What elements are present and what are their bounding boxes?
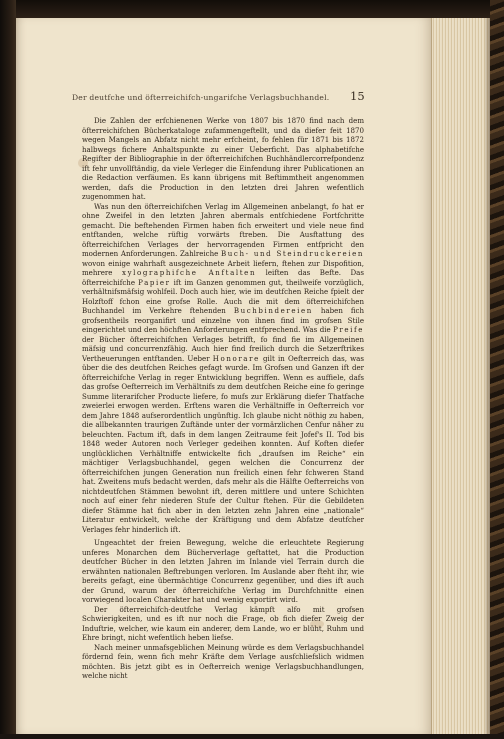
paragraph-1: Die Zahlen der erfchienenen Werke von 1807 bis 1870 find nach dem öfterreichifchen Bücherkataloge zufammengeftellt, und da diefer feit 1870 wegen Mangels an Abfatz nicht mehr erfcheint, fo fehlen für 1871 bis 1872 halbwegs fichere Anhaltspunkte zu einer Ueberficht. Das alphabetifche Regifter der Bibliographie in der öfterreichifchen Buchhändlercorrefpondenz ift fehr unvollftändig, da viele Verleger die Einfendung ihrer Publicationen an die Redaction verfäumen. Es kann übrigens mit Beftimmtheit angenommen werden, dafs die Production in den letzten drei Jahren wefentlich zugenommen hat. — [82, 116, 364, 201]
top-edge — [0, 0, 504, 18]
text-run-emphasis: Buch- und Steindruckereien — [220, 249, 365, 258]
paragraph-3: Ungeachtet der freien Bewegung, welche die erleuchtete Regierung unferes Monarchen dem Bücherverlage geftattet, hat die Production deutfcher Bücher in den letzten Jahren im Inlande viel Terrain durch die erwähnten nationalen Beftrebungen verloren. Im Auslande aber fteht ihr, wie bereits gefagt, eine übermächtige Concurrenz gegenüber, und dies ift auch der Grund, warum der öfterreichifche Verlag im Durchfchnitte einen vorwiegend localen Charakter hat und wenig exportirt wird. — [82, 538, 364, 604]
book-cover-right — [490, 0, 504, 739]
text-run: ift im Ganzen genommen gut, theilweife vorzüglich, verhältnifsmäfsig wohlfeil. Doch auch hier, wie im deutfchen Reiche fpielt der Holzftoff fchon eine grofse Rolle. Auch die mit dem öfterreichifchen Buchhandel im Verkehre ftehenden — [82, 277, 364, 315]
text-run-emphasis: xylographifche Anftalten — [122, 268, 257, 277]
text-run: Was nun den öfterreichifchen Verlag im Allgemeinen anbelangt, fo hat er ohne Zweifel in den letzten Jahren abermals entfchiedene Fortfchritte gemacht. Die beftehenden Firmen haben fich erweitert und viele neue find entftanden, welche rüftig vorwärts ftreben. Die Ausftattung des öfterreichifchen Verlages der hervorragenden Firmen entfpricht den modernen Anforderungen. Zahlreiche — [82, 201, 364, 258]
book-binding-left — [0, 0, 16, 739]
text-run-emphasis: Papier — [138, 277, 171, 287]
text-run: haben fich grofsentheils reorganifirt und einzelne von ihnen find im grofsen Stile eingerichtet und den höchften Anforderungen entfprechend. Was die — [82, 306, 365, 334]
running-title: Der deutfche und öfterreichifch-ungarifche Verlagsbuchhandel. — [72, 93, 330, 102]
text-run-emphasis: Buchbindereien — [233, 306, 313, 315]
text-run: gilt in Oefterreich das, was über die des deutfchen Reiches gefagt wurde. Im Grofsen und Ganzen ift der öfterreichifche Verlag in reger Entwicklung begriffen. Wenn es auffiele, dafs das grofse Oefterreich im Verhältnifs zu dem deutfchen Reiche eine fo geringe Summe literarifcher Producte liefere, fo mufs zur Erklärung diefer Thatfache zweierlei erwogen werden. Erftens waren die Verhältniffe in Oefterreich vor dem Jahre 1848 aufserordentlich ungünftig. Ich glaube nicht nöthig zu haben, die allbekannten traurigen Zuftände unter der vormärzlichen Cenfur näher zu beleuchten. Factum ift, dafs in dem langen Zeitraume feit Jofef's II. Tod bis 1848 weder Autoren noch Verleger gedeihen konnten. Auf Koften diefer unglücklichen Verhältniffe entwickelte fich „draufsen im Reiche“ ein mächtiger Verlagsbuchhandel, gegen welchen die Concurrenz der öfterreichifchen jungen Generation nun freilich einen fehr fchweren Stand hat. Zweitens mufs bedacht werden, dafs mehr als die Hälfte Oefterreichs von nichtdeutfchen Stämmen bewohnt ift, deren mittlere und untere Schichten noch auf einer fehr niederen Stufe der Cultur ftehen. Für die Gebildeten diefer Stämme hat fich aber in den letzten zehn Jahren eine „nationale“ Literatur entwickelt, welche der Kräftigung und dem Abfatze deutfcher Verlages fehr hinderlich ift. — [82, 353, 364, 534]
text-run-emphasis: Preife — [333, 325, 364, 334]
page-edges — [431, 18, 490, 734]
text-run-emphasis: Honorare — [212, 353, 260, 363]
text-run: leiften das Befte. Das öfterreichifche — [82, 268, 364, 287]
text-run: wovon einige wahrhaft ausgezeichnete Arbeit liefern, ftehen zur Dispofition, mehrere — [82, 258, 364, 277]
body-text — [82, 116, 364, 681]
text-run: der Bücher öfterreichifchen Verlages betrifft, fo find fie im Allgemeinen mäfsig und concurrenzfähig. Auch hier find freilich durch die Setzerftrikes Vertheuerungen entftanden. Ueber — [82, 334, 364, 363]
page-number: 15 — [350, 89, 365, 103]
paragraph-5: Nach meiner unmafsgeblichen Meinung würde es dem Verlagsbuchhandel fördernd fein, wenn fich mehr Kräfte dem Verlage ausfchliefslich widmen möchten. Bis jetzt gibt es in Oefterreich wenige Verlagsbuchhandlungen, welche nicht — [82, 642, 364, 680]
bottom-edge — [0, 734, 504, 739]
paragraph-4: Der öfterreichifch-deutfche Verlag kämpft alfo mit grofsen Schwierigkeiten, und es ift nur noch die Frage, ob fich diefer Zweig der Induftrie, welcher, wie kaum ein anderer, dem Lande, wo er blüht, Ruhm und Ehre bringt, nicht wefentlich heben liefse. — [82, 604, 364, 642]
paragraph-2 — [82, 202, 364, 535]
